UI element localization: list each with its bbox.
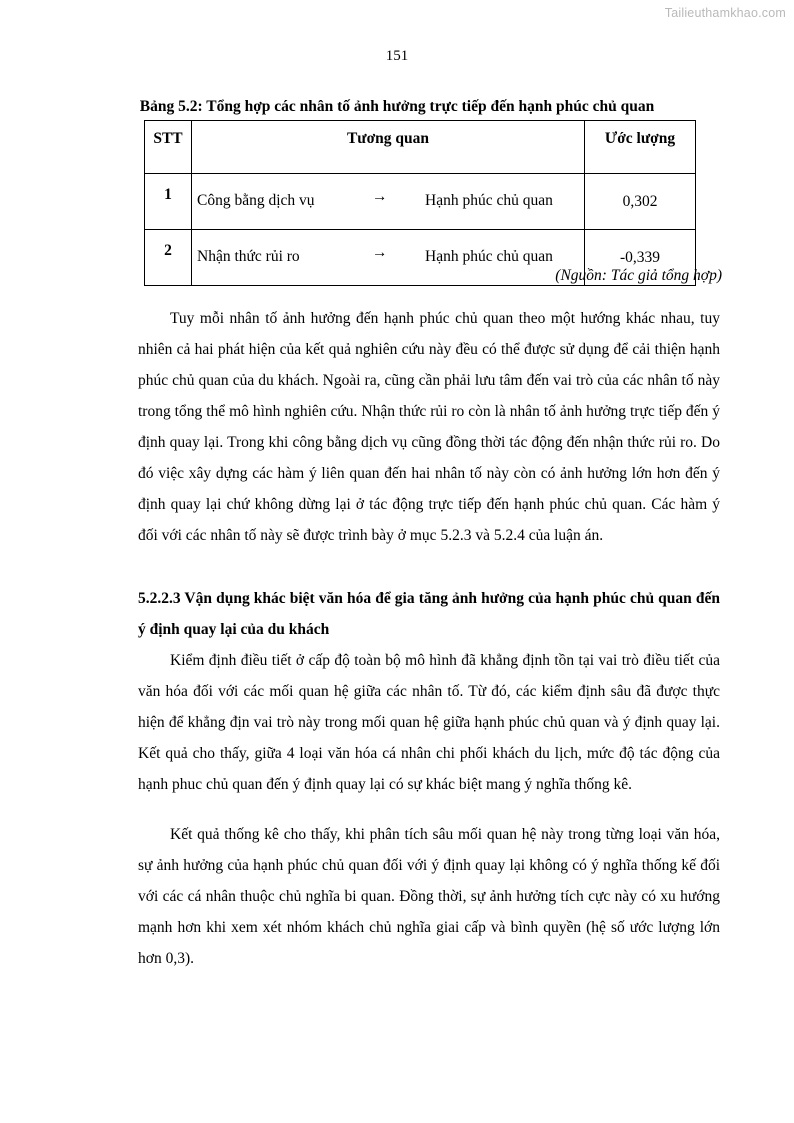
- relation-from: Nhận thức rủi ro: [197, 247, 300, 265]
- row-relation: [192, 230, 585, 286]
- page-number: 151: [385, 48, 409, 64]
- arrow-right-icon: →: [372, 187, 388, 205]
- table-header-row: [145, 121, 696, 174]
- watermark: Tailieuthamkhao.com: [664, 6, 786, 20]
- paragraph-2: Kiểm định điều tiết ở cấp độ toàn bộ mô hình đã khẳng định tồn tại vai trò điều tiết của văn hóa đối với các mối quan hệ giữa các nhân tố. Từ đó, các kiểm định sâu đã được thực hiện để khẳng địn vai trò này trong mối quan hệ giữa hạnh phúc chủ quan và ý định quay lại. Kết quả cho thấy, giữa 4 loại văn hóa cá nhân chi phối khách du lịch, mức độ tác động của hạnh phuc chủ quan đến ý định quay lại có sự khác biệt mang ý nghĩa thống kê.: [138, 652, 720, 793]
- header-stt: STT: [145, 121, 192, 174]
- header-estimate: Ước lượng: [585, 121, 696, 174]
- summary-table: [144, 120, 696, 286]
- table-source: (Nguồn: Tác giả tổng hợp): [555, 267, 722, 284]
- row-stt: 2: [145, 230, 192, 286]
- row-estimate: -0,339: [585, 230, 696, 286]
- relation-to: Hạnh phúc chủ quan: [425, 191, 553, 209]
- section-heading: 5.2.2.3 Vận dụng khác biệt văn hóa để gia tăng ảnh hưởng của hạnh phúc chủ quan đến ý định quay lại của du khách: [138, 590, 720, 638]
- paragraph-1: Tuy mỗi nhân tố ảnh hưởng đến hạnh phúc chủ quan theo một hướng khác nhau, tuy nhiên cả hai phát hiện của kết quả nghiên cứu này đều có thể được sử dụng để cải thiện hạnh phúc chủ quan của du khách. Ngoài ra, cũng cần phải lưu tâm đến vai trò của các nhân tố này trong tổng thể mô hình nghiên cứu. Nhận thức rủi ro còn là nhân tố ảnh hưởng trực tiếp đến ý định quay lại. Trong khi công bằng dịch vụ cũng đồng thời tác động đến nhận thức rủi ro. Do đó việc xây dựng các hàm ý liên quan đến hai nhân tố này còn có ảnh hưởng lớn hơn đến ý định quay lại chứ không dừng lại ở tác động trực tiếp đến hạnh phúc chủ quan. Các hàm ý đối với các nhân tố này sẽ được trình bày ở mục 5.2.3 và 5.2.4 của luận án.: [138, 310, 720, 544]
- table-title: Bảng 5.2: Tổng hợp các nhân tố ảnh hưởng trực tiếp đến hạnh phúc chủ quan: [139, 98, 655, 115]
- relation-to: Hạnh phúc chủ quan: [425, 247, 553, 265]
- row-stt: 1: [145, 174, 192, 230]
- table-row: [145, 174, 696, 230]
- relation-from: Công bằng dịch vụ: [197, 191, 315, 209]
- header-relation: Tương quan: [192, 121, 585, 174]
- row-estimate: 0,302: [585, 174, 696, 230]
- paragraph-3: Kết quả thống kê cho thấy, khi phân tích sâu mối quan hệ này trong từng loại văn hóa, sự ảnh hưởng của hạnh phúc chủ quan đối với ý định quay lại không có ý nghĩa thống kế đối với các cá nhân thuộc chủ nghĩa bi quan. Đồng thời, sự ảnh hưởng tích cực này có xu hướng mạnh hơn khi xem xét nhóm khách chủ nghĩa giai cấp và bình quyền (hệ số ước lượng lớn hơn 0,3).: [138, 826, 720, 967]
- row-relation: [192, 174, 585, 230]
- arrow-right-icon: →: [372, 243, 388, 261]
